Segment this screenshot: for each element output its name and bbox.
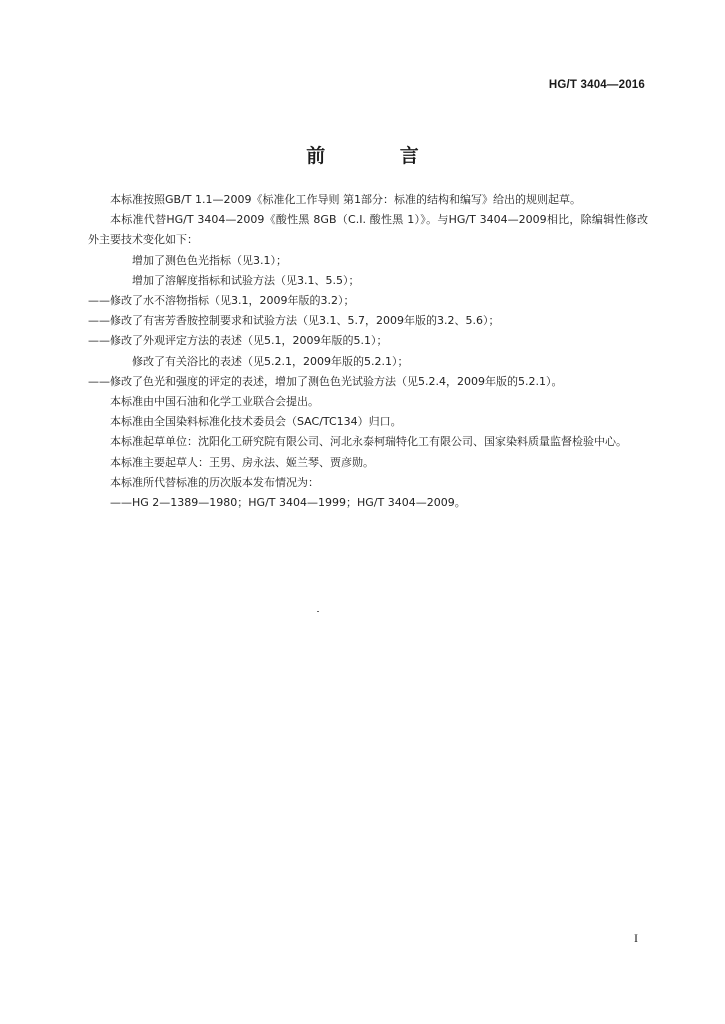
list-item: ——修改了色光和强度的评定的表述，增加了测色色光试验方法（见5.2.4，2009年版的5.2.1）。 — [88, 374, 563, 388]
paragraph-drafting-rules: 本标准按照GB/T 1.1—2009《标准化工作导则 第1部分：标准的结构和编写》给出的规则起草。 — [110, 193, 581, 206]
list-item: ——修改了有害芳香胺控制要求和试验方法（见3.1、5.7，2009年版的3.2、5.6）； — [88, 314, 500, 328]
list-item: ——修改了外观评定方法的表述（见5.1，2009年版的5.1）； — [88, 334, 388, 348]
list-item: 增加了测色色光指标（见3.1）； — [132, 253, 287, 267]
paragraph-replaces: 本标准代替HG/T 3404—2009《酸性黑 8GB（C.I. 酸性黑 1）》。与HG/T 3404—2009相比，除编辑性修改外主要技术变化如下： — [88, 213, 648, 247]
page-title: 前 言 — [306, 145, 453, 167]
list-item: ——修改了水不溶物指标（见3.1，2009年版的3.2）； — [88, 294, 355, 308]
list-item: 增加了溶解度指标和试验方法（见3.1、5.5）； — [132, 273, 360, 287]
standard-code: HG/T 3404—2016 — [548, 79, 645, 91]
paragraph-drafting-units: 本标准起草单位：沈阳化工研究院有限公司、河北永泰柯瑞特化工有限公司、国家染料质量监督检验中心。 — [110, 435, 627, 449]
scan-dot — [317, 611, 319, 612]
foreword-body — [88, 190, 648, 513]
paragraph-drafters: 本标准主要起草人：王男、房永法、姬兰琴、贾彦勋。 — [110, 455, 374, 469]
page-number: I — [634, 931, 638, 945]
list-item: 修改了有关浴比的表述（见5.2.1，2009年版的5.2.1）； — [132, 354, 409, 368]
paragraph-proposer: 本标准由中国石油和化学工业联合会提出。 — [110, 395, 319, 409]
paragraph-history-list: ——HG 2—1389—1980；HG/T 3404—1999；HG/T 3404—2009。 — [110, 496, 466, 510]
paragraph-history-intro: 本标准所代替标准的历次版本发布情况为： — [110, 475, 319, 489]
paragraph-committee: 本标准由全国染料标准化技术委员会（SAC/TC134）归口。 — [110, 415, 402, 429]
